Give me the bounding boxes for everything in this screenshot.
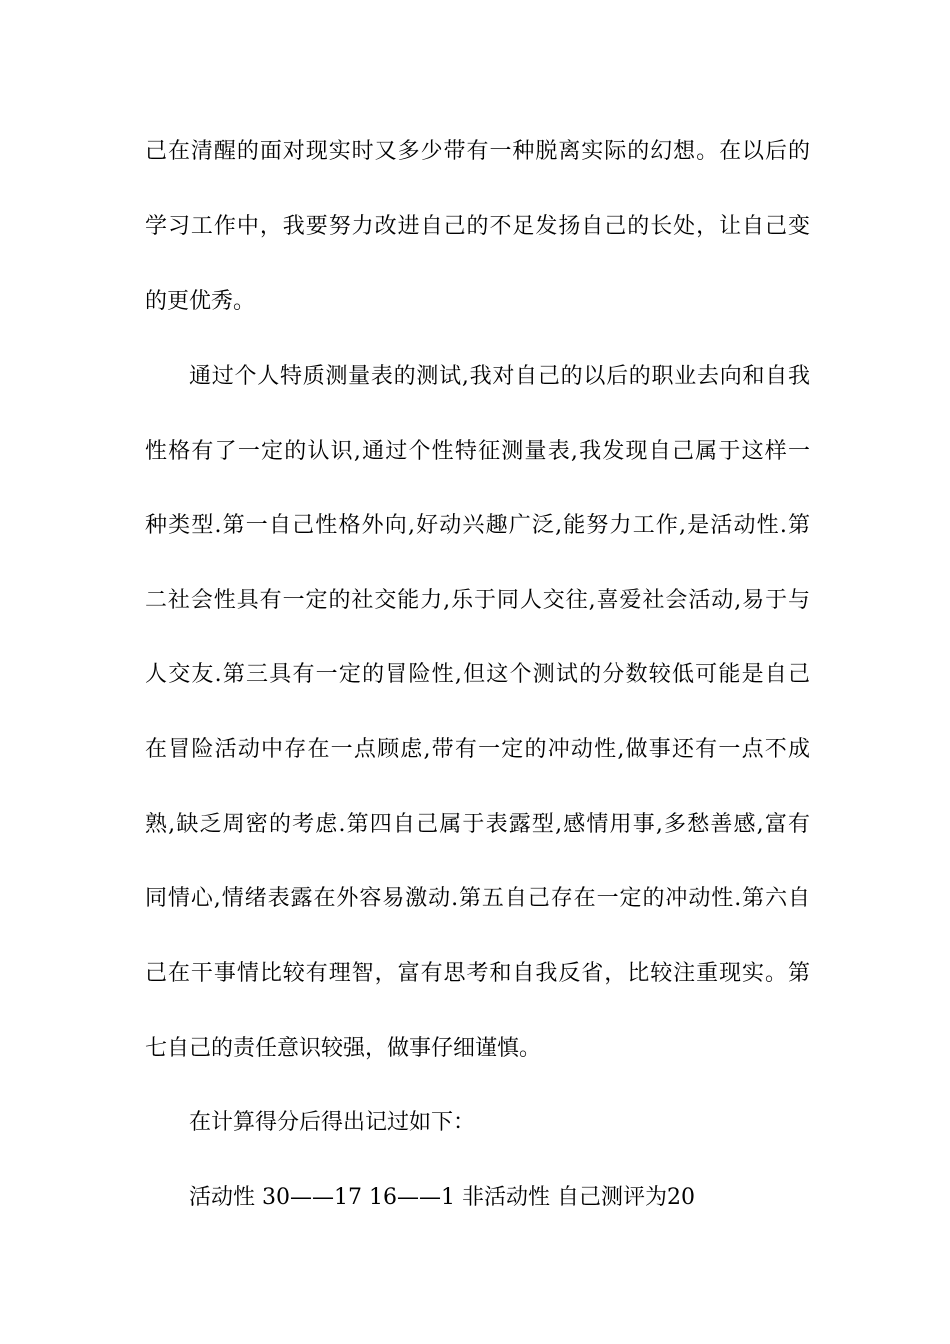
paragraph-line-12: 己在干事情比较有理智，富有思考和自我反省，比较注重现实。第 (145, 961, 810, 986)
paragraph-line-8: 人交友.第三具有一定的冒险性,但这个测试的分数较低可能是自己 (145, 662, 810, 687)
paragraph-line-2: 学习工作中，我要努力改进自己的不足发扬自己的长处，让自己变 (145, 214, 810, 239)
paragraph-line-7: 二社会性具有一定的社交能力,乐于同人交往,喜爱社会活动,易于与 (145, 588, 810, 613)
paragraph-line-10: 熟,缺乏周密的考虑.第四自己属于表露型,感情用事,多愁善感,富有 (145, 812, 810, 837)
paragraph-line-4: 通过个人特质测量表的测试,我对自己的以后的职业去向和自我 (189, 364, 810, 389)
paragraph-line-5: 性格有了一定的认识,通过个性特征测量表,我发现自己属于这样一 (145, 439, 810, 464)
paragraph-line-6: 种类型.第一自己性格外向,好动兴趣广泛,能努力工作,是活动性.第 (145, 513, 810, 538)
paragraph-line-1: 己在清醒的面对现实时又多少带有一种脱离实际的幻想。在以后的 (145, 139, 810, 164)
paragraph-line-3: 的更优秀。 (145, 289, 256, 314)
paragraph-line-13: 七自己的责任意识较强，做事仔细谨慎。 (145, 1036, 542, 1061)
paragraph-line-11: 同情心,情绪表露在外容易激动.第五自己存在一定的冲动性.第六自 (145, 886, 810, 911)
paragraph-line-14: 在计算得分后得出记过如下： (189, 1110, 476, 1135)
score-line: 活动性 30——17 16——1 非活动性 自己测评为20 (189, 1185, 695, 1210)
paragraph-line-9: 在冒险活动中存在一点顾虑,带有一定的冲动性,做事还有一点不成 (145, 737, 810, 762)
